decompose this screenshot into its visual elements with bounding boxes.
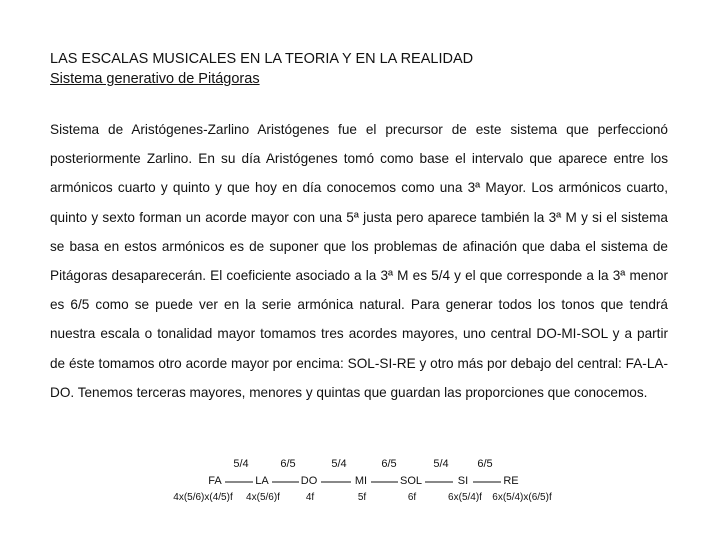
value-label: 5f xyxy=(357,492,367,503)
ratio-label: 6/5 xyxy=(381,458,397,470)
value-label: 6f xyxy=(407,492,417,503)
ratio-label: 5/4 xyxy=(233,458,249,470)
value-label: 4f xyxy=(305,492,315,503)
document-title: LAS ESCALAS MUSICALES EN LA TEORIA Y EN LA REALIDAD xyxy=(50,51,474,67)
document-subtitle: Sistema generativo de Pitágoras xyxy=(50,71,260,87)
ratio-label: 5/4 xyxy=(331,458,347,470)
ratio-label: 6/5 xyxy=(280,458,296,470)
note-label: RE xyxy=(503,475,519,487)
note-label: LA xyxy=(255,475,269,487)
chord-ratio-diagram xyxy=(165,452,565,514)
note-label: MI xyxy=(354,475,368,487)
document-body: Sistema de Aristógenes-Zarlino Aristógenes fue el precursor de este sistema que perfeccionó posteriormente Zarlino. En su día Aristógenes tomó como base el intervalo que aparece entre los armónicos cuarto y quinto y que hoy en día conocemos como una 3ª Mayor. Los armónicos cuarto, quinto y sexto forman un acorde mayor con una 5ª justa pero aparece también la 3ª M y si el sistema se basa en estos armónicos es de suponer que los problemas de afinación que daba el sistema de Pitágoras desaparecerán. El coeficiente asociado a la 3ª M es 5/4 y el que corresponde a la 3ª menor es 6/5 como se puede ver en la serie armónica natural. Para generar todos los tonos que tendrá nuestra escala o tonalidad mayor tomamos tres acordes mayores, uno central DO-MI-SOL y a partir de éste tomamos otro acorde mayor por encima: SOL-SI-RE y otro más por debajo del central: FA-LA-DO. Tenemos terceras mayores, menores y quintas que guardan las proporciones que conocemos. xyxy=(50,122,668,400)
note-label: SI xyxy=(457,475,469,487)
note-label: DO xyxy=(300,475,318,487)
value-label: 4x(5/6)f xyxy=(246,492,280,503)
note-label: FA xyxy=(208,475,222,487)
note-label: SOL xyxy=(399,475,423,487)
value-label: 6x(5/4)x(6/5)f xyxy=(492,492,552,503)
value-label: 6x(5/4)f xyxy=(448,492,482,503)
value-label: 4x(5/6)x(4/5)f xyxy=(173,492,233,503)
ratio-label: 6/5 xyxy=(477,458,493,470)
ratio-label: 5/4 xyxy=(433,458,449,470)
